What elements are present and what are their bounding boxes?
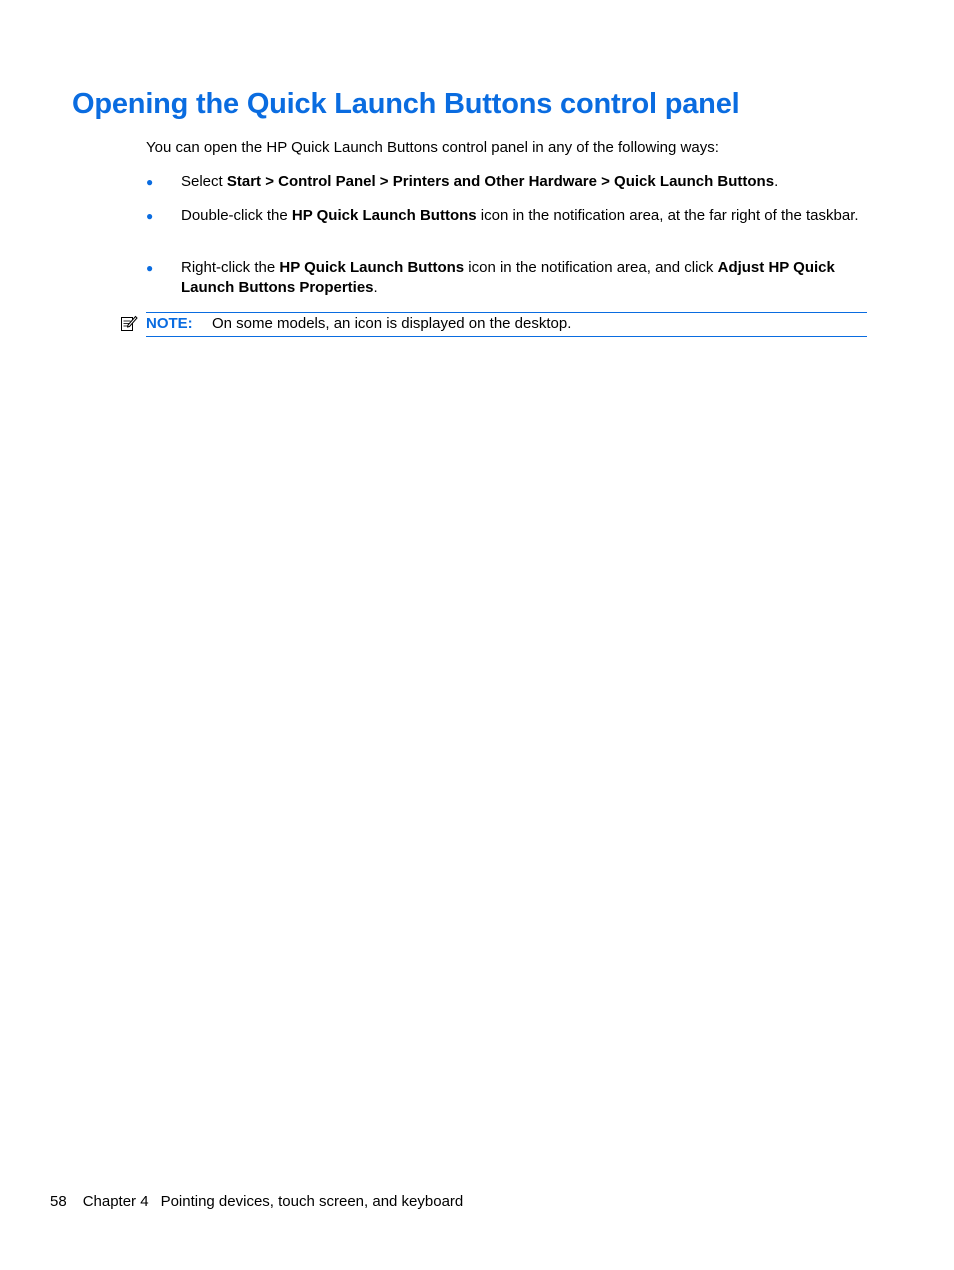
note-callout: [118, 312, 867, 337]
bullet-icon: ●: [146, 261, 154, 275]
note-text: On some models, an icon is displayed on the desktop.: [212, 315, 572, 332]
bullet-icon: ●: [146, 209, 154, 223]
chapter-title: Pointing devices, touch screen, and keyboard: [160, 1193, 464, 1210]
page-title: Opening the Quick Launch Buttons control panel: [72, 88, 740, 120]
list-item-text: Double-click the HP Quick Launch Buttons icon in the notification area, at the far right of the taskbar.: [181, 207, 859, 224]
bullet-icon: ●: [146, 175, 154, 189]
page-footer: [50, 1192, 463, 1211]
intro-paragraph: You can open the HP Quick Launch Buttons control panel in any of the following ways:: [146, 139, 719, 156]
page-number: 58: [50, 1193, 67, 1210]
list-item-text: Right-click the HP Quick Launch Buttons icon in the notification area, and click Adjust HP Quick Launch Buttons Properties.: [181, 259, 835, 296]
note-label: NOTE:: [146, 315, 193, 332]
list-item-text: Select Start > Control Panel > Printers and Other Hardware > Quick Launch Buttons.: [181, 173, 779, 190]
chapter-label: Chapter 4: [82, 1193, 149, 1210]
note-pencil-icon: [120, 314, 138, 332]
note-box: [146, 312, 867, 337]
